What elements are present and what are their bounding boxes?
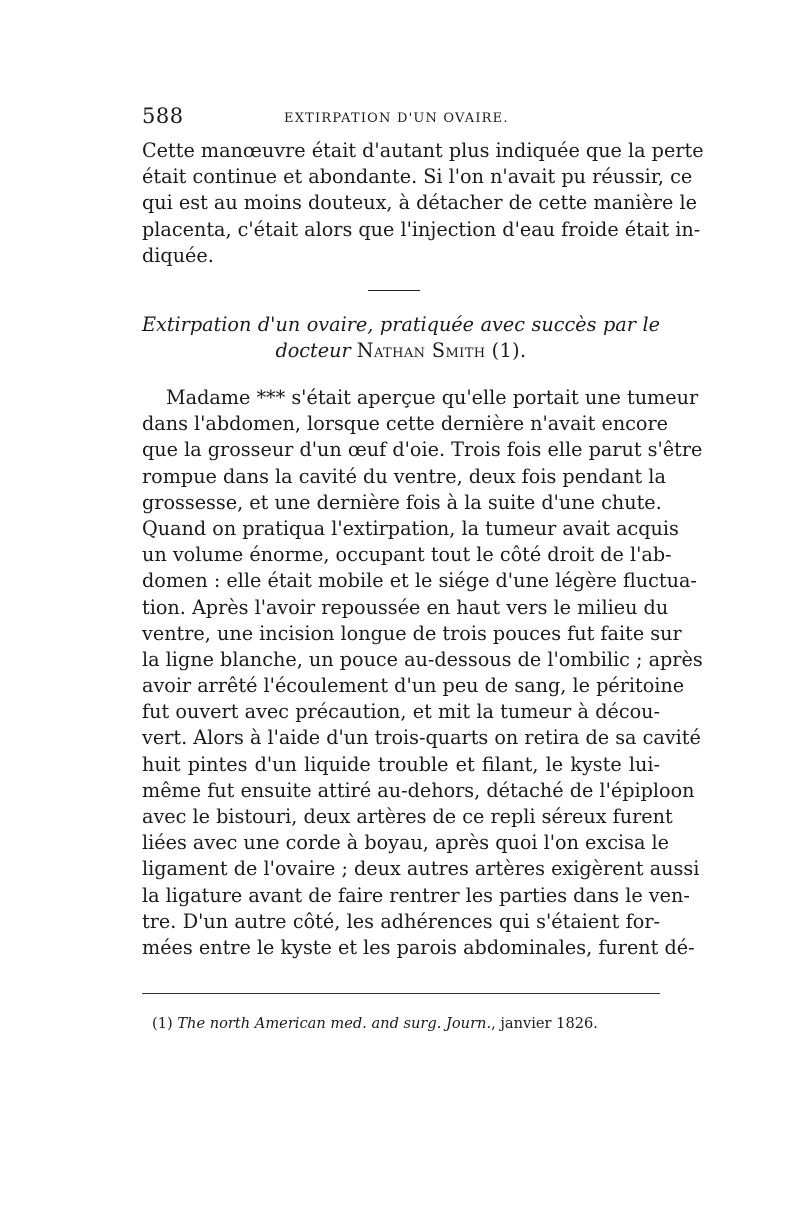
text-line: tre. D'un autre côté, les adhérences qui s'étaient for- bbox=[142, 909, 660, 933]
text-line: dans l'abdomen, lorsque cette dernière n'avait encore bbox=[142, 412, 668, 436]
text-line: la ligature avant de faire rentrer les parties dans le ven- bbox=[142, 883, 690, 907]
text-line: rompue dans la cavité du ventre, deux fois pendant la bbox=[142, 464, 666, 488]
footnote bbox=[152, 1015, 660, 1032]
text-line: diquée. bbox=[142, 243, 214, 267]
text-line: la ligne blanche, un pouce au-dessous de l'ombilic ; après bbox=[142, 647, 703, 671]
author-name: Nathan Smith bbox=[356, 339, 486, 362]
text-line: Madame *** s'était aperçue qu'elle portait une tumeur bbox=[166, 386, 699, 409]
footnote-reference: (1). bbox=[491, 339, 527, 362]
text-line: domen : elle était mobile et le siége d'une légère fluctua- bbox=[142, 569, 697, 593]
footnote-journal: The north American med. and surg. Journ. bbox=[177, 1015, 492, 1032]
text-line: mées entre le kyste et les parois abdominales, furent dé- bbox=[142, 935, 695, 959]
page-header bbox=[142, 104, 660, 130]
text-line: tion. Après l'avoir repoussée en haut vers le milieu du bbox=[142, 595, 669, 619]
text-line: même fut ensuite attiré au-dehors, détaché de l'épiploon bbox=[142, 778, 695, 802]
title-line-author bbox=[142, 338, 660, 364]
text-line: ligament de l'ovaire ; deux autres artères exigèrent aussi bbox=[142, 857, 700, 881]
title-prefix: docteur bbox=[275, 339, 351, 362]
footnote-date: , janvier 1826. bbox=[491, 1015, 598, 1032]
text-line: que la grosseur d'un œuf d'oie. Trois fois elle parut s'être bbox=[142, 438, 703, 462]
page-number: 588 bbox=[142, 104, 184, 128]
text-line: Quand on pratiqua l'extirpation, la tumeur avait acquis bbox=[142, 516, 679, 540]
paragraph-main bbox=[142, 385, 703, 961]
text-line: qui est au moins douteux, à détacher de cette manière le bbox=[142, 191, 697, 215]
text-line: était continue et abondante. Si l'on n'avait pu réussir, ce bbox=[142, 165, 693, 189]
paragraph-continued bbox=[142, 138, 704, 269]
footnote-divider bbox=[142, 993, 660, 994]
section-divider bbox=[368, 290, 420, 291]
text-line: vert. Alors à l'aide d'un trois-quarts on retira de sa cavité bbox=[142, 726, 701, 750]
text-line: grossesse, et une dernière fois à la suite d'une chute. bbox=[142, 490, 662, 514]
section-title bbox=[142, 312, 660, 364]
text-line: placenta, c'était alors que l'injection d'eau froide était in- bbox=[142, 217, 701, 241]
footnote-marker: (1) bbox=[152, 1015, 173, 1032]
text-line: ventre, une incision longue de trois pouces fut faite sur bbox=[142, 621, 682, 645]
text-line: huit pintes d'un liquide trouble et filant, le kyste lui- bbox=[142, 752, 660, 776]
title-line: Extirpation d'un ovaire, pratiquée avec succès par le bbox=[142, 313, 660, 336]
text-line: avec le bistouri, deux artères de ce repli séreux furent bbox=[142, 805, 673, 828]
running-head: EXTIRPATION D'UN OVAIRE. bbox=[284, 111, 509, 126]
text-line: un volume énorme, occupant tout le côté droit de l'ab- bbox=[142, 543, 672, 567]
text-line: avoir arrêté l'écoulement d'un peu de sang, le péritoine bbox=[142, 674, 685, 698]
text-line: fut ouvert avec précaution, et mit la tumeur à décou- bbox=[142, 700, 660, 724]
text-line: liées avec une corde à boyau, après quoi l'on excisa le bbox=[142, 831, 669, 855]
text-line: Cette manœuvre était d'autant plus indiquée que la perte bbox=[142, 139, 704, 162]
